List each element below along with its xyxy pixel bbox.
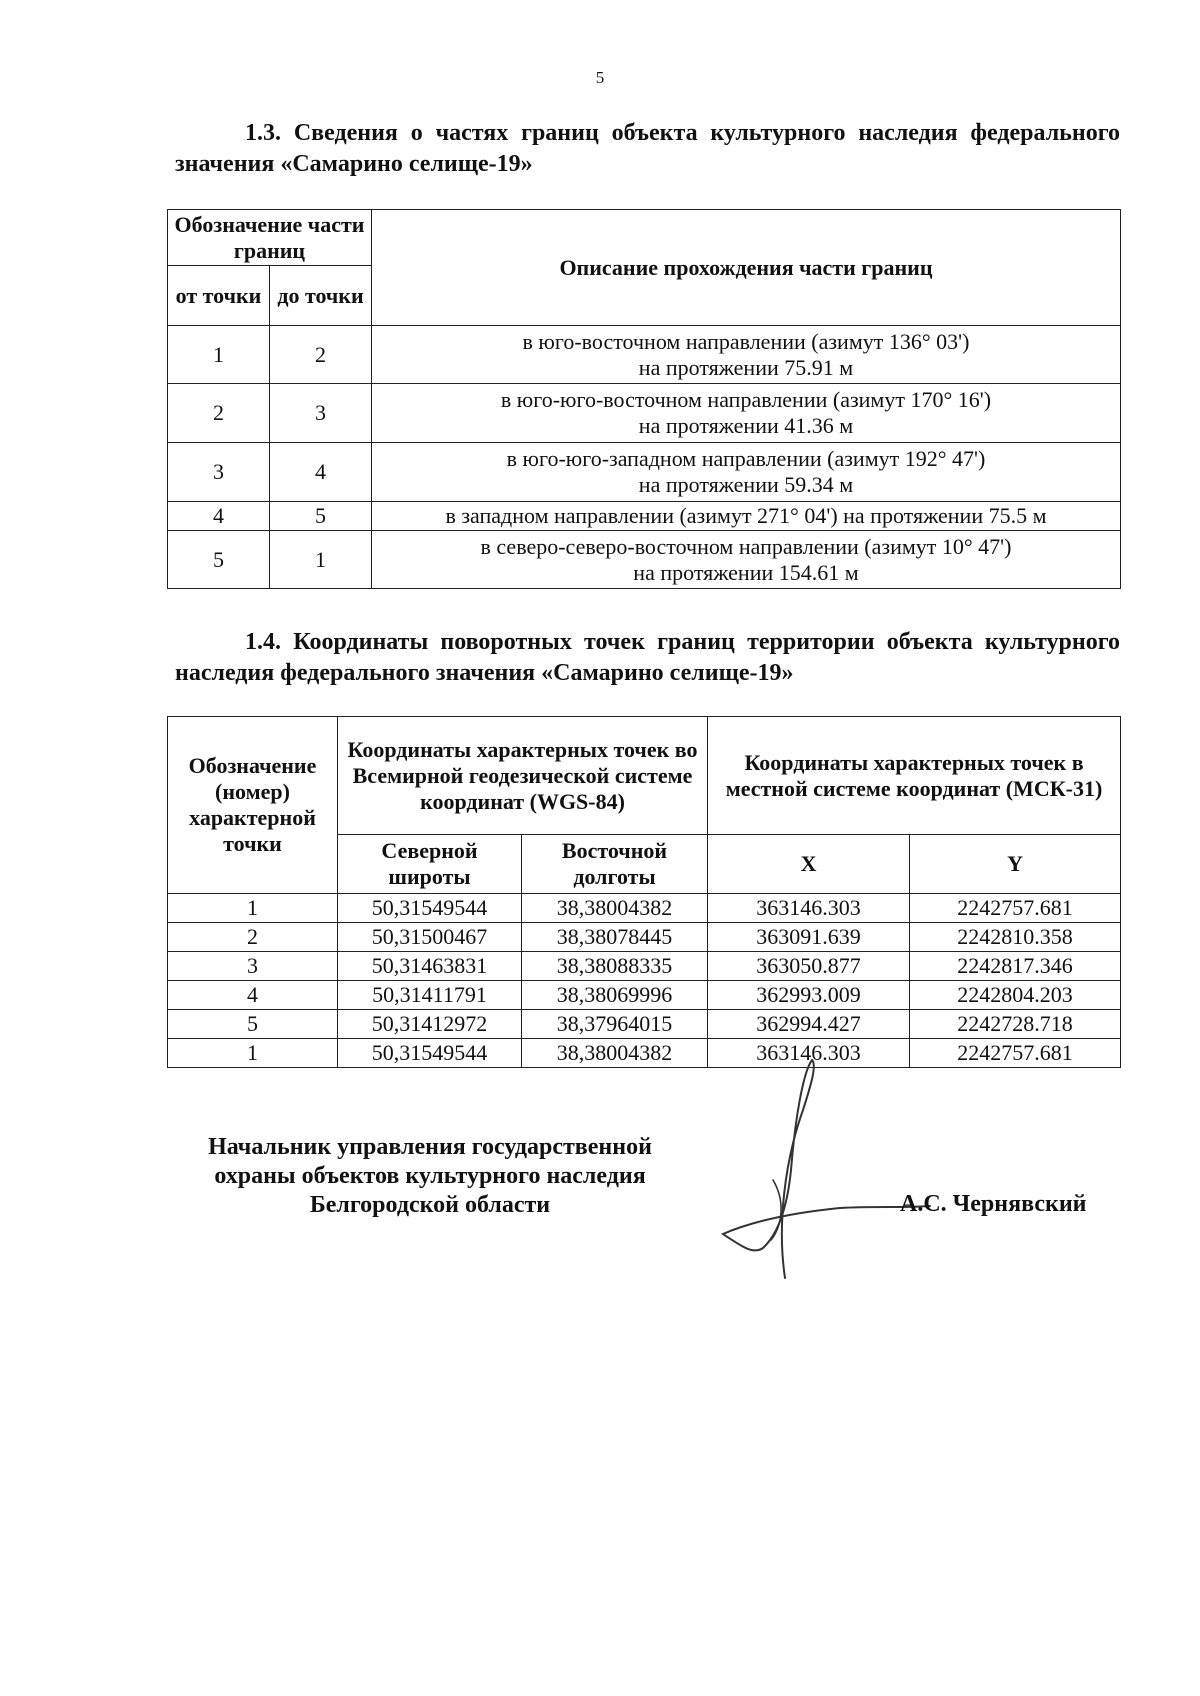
from-point: 5	[168, 531, 270, 589]
section-heading-1-3	[175, 118, 1120, 180]
segment-description: в западном направлении (азимут 271° 04') на протяжении 75.5 м	[372, 502, 1121, 531]
signatory-title: Начальник управления государственной охраны объектов культурного наследия Белгородской области	[208, 1134, 652, 1218]
designation-header: Обозначение части границ	[168, 210, 372, 266]
y-header: Y	[910, 835, 1121, 894]
table-row	[168, 502, 1121, 531]
to-point: 3	[270, 384, 372, 443]
from-point: 2	[168, 384, 270, 443]
segment-description: в юго-юго-восточном направлении (азимут 170° 16') на протяжении 41.36 м	[372, 384, 1121, 443]
signer-name: А.С. Чернявский	[900, 1191, 1087, 1217]
to-point: 5	[270, 502, 372, 531]
table-row: 5 50,31412972 38,37964015 362994.427 2242728.718	[168, 1010, 1121, 1039]
table-row: 3 50,31463831 38,38088335 363050.877 2242817.346	[168, 952, 1121, 981]
from-point: 3	[168, 443, 270, 502]
segment-description: в юго-восточном направлении (азимут 136° 03') на протяжении 75.91 м	[372, 326, 1121, 384]
from-point: 4	[168, 502, 270, 531]
to-point: 2	[270, 326, 372, 384]
to-point-header: до точки	[270, 266, 372, 326]
table-row	[168, 384, 1121, 443]
to-point: 4	[270, 443, 372, 502]
boundary-segments-table	[167, 209, 1121, 589]
section-number: 1.3.	[245, 120, 281, 146]
table-row: 1 50,31549544 38,38004382 363146.303 2242757.681	[168, 1039, 1121, 1068]
segment-description: в северо-северо-восточном направлении (азимут 10° 47') на протяжении 154.61 м	[372, 531, 1121, 589]
point-number-header: Обозначение (номер) характерной точки	[168, 717, 338, 894]
table-row: 4 50,31411791 38,38069996 362993.009 2242804.203	[168, 981, 1121, 1010]
section-heading-1-4	[175, 627, 1120, 689]
page-number: 5	[595, 68, 605, 87]
table-row: 1 50,31549544 38,38004382 363146.303 2242757.681	[168, 894, 1121, 923]
latitude-header: Северной широты	[338, 835, 522, 894]
to-point: 1	[270, 531, 372, 589]
segment-description: в юго-юго-западном направлении (азимут 192° 47') на протяжении 59.34 м	[372, 443, 1121, 502]
table-row	[168, 326, 1121, 384]
table-row: 2 50,31500467 38,38078445 363091.639 2242810.358	[168, 923, 1121, 952]
table-row	[168, 531, 1121, 589]
description-header: Описание прохождения части границ	[372, 210, 1121, 326]
table-row	[168, 443, 1121, 502]
handwritten-signature	[715, 1050, 935, 1290]
longitude-header: Восточной долготы	[522, 835, 708, 894]
x-header: X	[708, 835, 910, 894]
wgs84-header: Координаты характерных точек во Всемирной геодезической системе координат (WGS-84)	[338, 717, 708, 835]
msk31-header: Координаты характерных точек в местной системе координат (МСК-31)	[708, 717, 1121, 835]
section-title: Сведения о частях границ объекта культурного наследия федерального значения «Самарино селище-19»	[175, 120, 1120, 177]
from-point: 1	[168, 326, 270, 384]
section-number: 1.4.	[245, 629, 281, 655]
coordinates-table	[167, 716, 1121, 1068]
from-point-header: от точки	[168, 266, 270, 326]
section-title: Координаты поворотных точек границ территории объекта культурного наследия федерального значения «Самарино селище-19»	[175, 629, 1121, 686]
